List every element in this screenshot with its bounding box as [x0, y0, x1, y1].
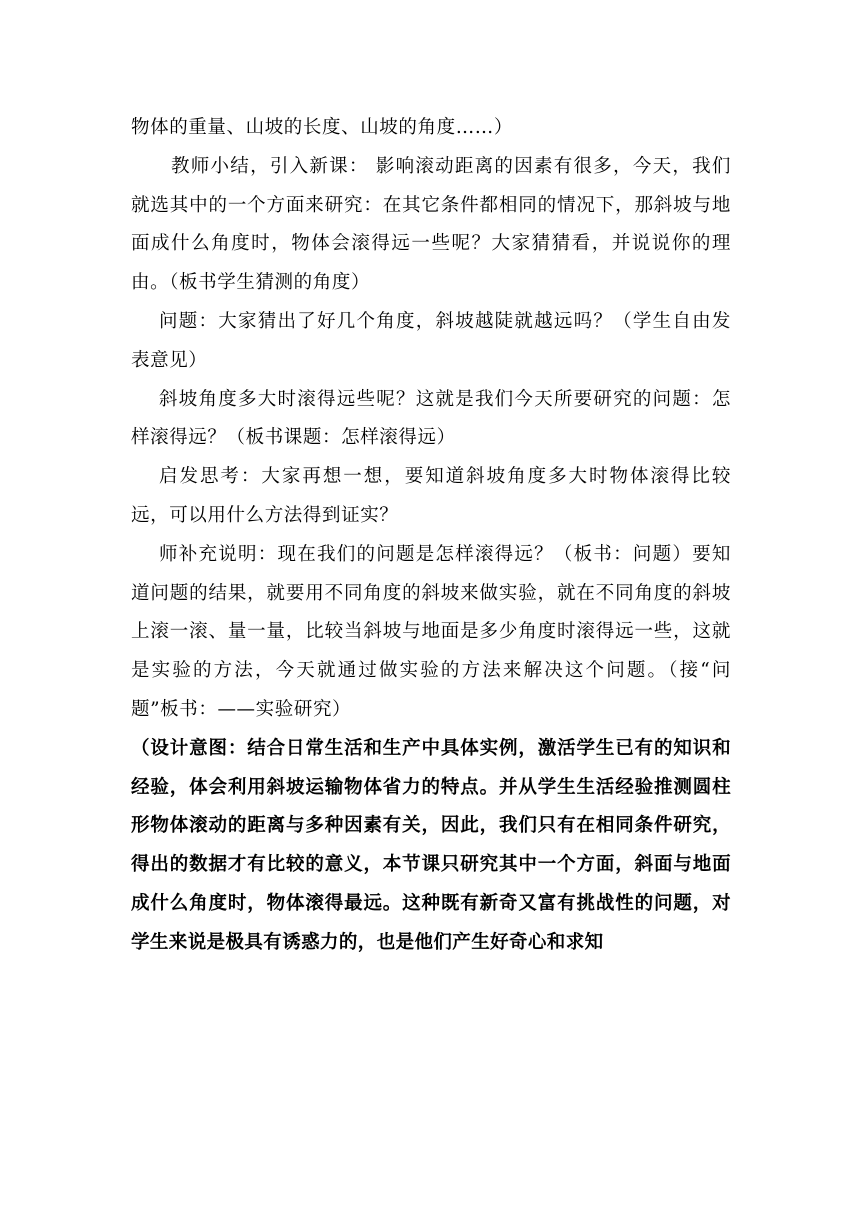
paragraph-inspire-thinking: 启发思考：大家再想一想，要知道斜坡角度多大时物体滚得比较远，可以用什么方法得到证实？ — [131, 466, 731, 526]
paragraph-teacher-summary: 教师小结，引入新课： 影响滚动距离的因素有很多，今天，我们就选其中的一个方面来研究：在其它条件都相同的情况下，那斜坡与地面成什么角度时，物体会滚得远一些呢？大家猜猜看，并说说你的理由。（板书学生猜测的角度） — [131, 155, 731, 294]
paragraph-design-intent: （设计意图：结合日常生活和生产中具体实例，激活学生已有的知识和经验，体会利用斜坡运输物体省力的特点。并从学生生活经验推测圆柱形物体滚动的距离与多种因素有关，因此，我们只有在相同条件研究，得出的数据才有比较的意义，本节课只研究其中一个方面，斜面与地面成什么角度时，物体滚得最远。这种既有新奇又富有挑战性的问题，对学生来说是极具有诱惑力的，也是他们产生好奇心和求知 — [131, 737, 731, 953]
paragraph-slope-angle: 斜坡角度多大时滚得远些呢？这就是我们今天所要研究的问题：怎样滚得远？（板书课题：怎样滚得远） — [131, 388, 731, 449]
paragraph-continuation: 物体的重量、山坡的长度、山坡的角度……） — [131, 117, 514, 138]
paragraph-question: 问题：大家猜出了好几个角度，斜坡越陡就越远吗？（学生自由发表意见） — [131, 310, 731, 371]
document-body — [131, 109, 731, 963]
paragraph-teacher-explanation: 师补充说明：现在我们的问题是怎样滚得远？（板书：问题）要知道问题的结果，就要用不同角度的斜坡来做实验，就在不同角度的斜坡上滚一滚、量一量，比较当斜坡与地面是多少角度时滚得远一些，这就是实验的方法，今天就通过做实验的方法来解决这个问题。（接“问题”板书：——实验研究） — [131, 543, 731, 720]
